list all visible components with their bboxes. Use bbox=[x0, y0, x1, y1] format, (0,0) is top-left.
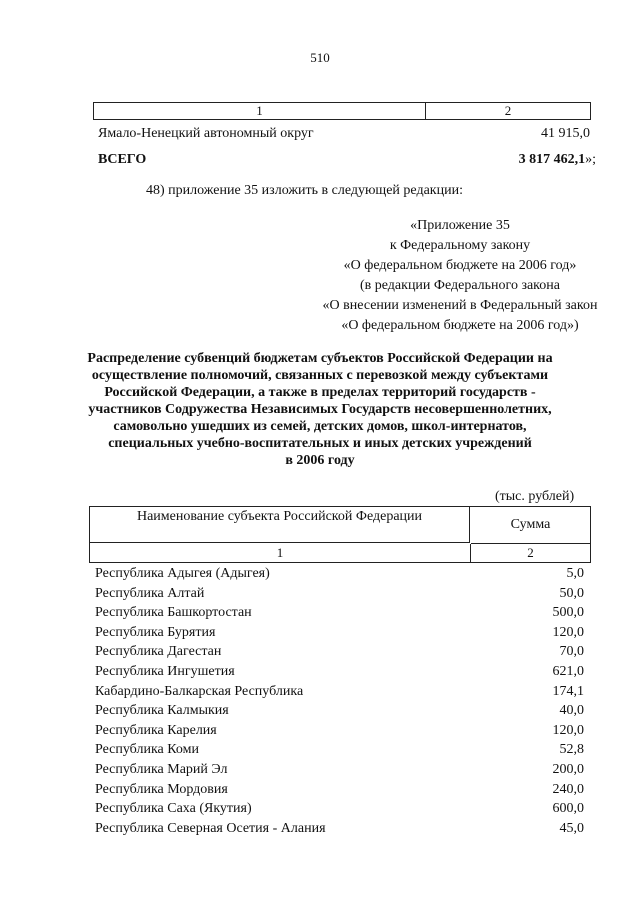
document-title bbox=[80, 350, 560, 469]
previous-table-row bbox=[98, 124, 596, 144]
region-name: Республика Алтай bbox=[95, 585, 205, 601]
table-row bbox=[95, 701, 584, 721]
amendment-instruction: 48) приложение 35 изложить в следующей редакции: bbox=[146, 183, 463, 198]
table-body bbox=[95, 564, 584, 838]
total-amount: 3 817 462,1 bbox=[518, 152, 586, 167]
region-name: Республика Калмыкия bbox=[95, 703, 229, 719]
table-row bbox=[95, 799, 584, 819]
table-row bbox=[95, 662, 584, 682]
region-amount: 70,0 bbox=[559, 644, 584, 660]
table-row bbox=[95, 819, 584, 839]
table-row bbox=[95, 564, 584, 584]
table-row bbox=[95, 740, 584, 760]
total-amount-wrap bbox=[519, 150, 596, 170]
appendix-heading bbox=[300, 216, 620, 336]
total-row bbox=[98, 150, 596, 170]
table-row bbox=[95, 584, 584, 604]
region-name: Республика Мордовия bbox=[95, 781, 228, 797]
region-name: Кабардино-Балкарская Республика bbox=[95, 683, 304, 699]
table-header bbox=[89, 506, 591, 563]
table-row bbox=[95, 623, 584, 643]
page-number: 510 bbox=[310, 50, 330, 65]
column-number-1: 1 bbox=[94, 103, 426, 119]
region-name: Республика Башкортостан bbox=[95, 605, 252, 621]
region-name: Республика Северная Осетия - Алания bbox=[95, 820, 326, 836]
closing-quote: »; bbox=[585, 152, 596, 167]
region-amount: 174,1 bbox=[552, 683, 584, 699]
column-number-2: 2 bbox=[504, 103, 512, 118]
continuation-table-header bbox=[93, 102, 591, 120]
title-line: в 2006 году bbox=[285, 453, 355, 468]
region-amount: 40,0 bbox=[559, 703, 584, 719]
region-amount: 500,0 bbox=[552, 605, 584, 621]
title-line: участников Содружества Независимых Государств несовершеннолетних, bbox=[88, 402, 552, 417]
header-sum: Сумма bbox=[471, 507, 590, 544]
table-row bbox=[95, 760, 584, 780]
region-name: Республика Марий Эл bbox=[95, 761, 228, 777]
region-name: Республика Саха (Якутия) bbox=[95, 801, 252, 817]
title-line: осуществление полномочий, связанных с перевозкой между субъектами bbox=[91, 368, 549, 383]
title-line: Распределение субвенций бюджетам субъектов Российской Федерации на bbox=[87, 351, 553, 366]
region-amount: 240,0 bbox=[552, 781, 584, 797]
region-name: Республика Адыгея (Адыгея) bbox=[95, 566, 270, 581]
region-amount: 600,0 bbox=[552, 801, 584, 817]
region-name: Республика Карелия bbox=[95, 722, 217, 738]
region-amount: 200,0 bbox=[552, 761, 584, 777]
region-name: Ямало-Ненецкий автономный округ bbox=[98, 126, 314, 141]
region-amount: 41 915,0 bbox=[541, 126, 590, 141]
region-name: Республика Коми bbox=[95, 742, 199, 758]
appendix-line: к Федеральному закону bbox=[389, 238, 531, 253]
table-row bbox=[95, 721, 584, 741]
table-row bbox=[95, 642, 584, 662]
region-amount: 621,0 bbox=[552, 663, 584, 679]
region-amount: 50,0 bbox=[559, 585, 584, 601]
region-amount: 45,0 bbox=[559, 820, 584, 836]
region-amount: 5,0 bbox=[566, 566, 584, 581]
region-name: Республика Бурятия bbox=[95, 624, 216, 640]
region-name: Республика Дагестан bbox=[95, 644, 222, 660]
appendix-line: «О федеральном бюджете на 2006 год» bbox=[343, 258, 577, 273]
table-row bbox=[95, 682, 584, 702]
region-amount: 120,0 bbox=[552, 624, 584, 640]
appendix-line: «О федеральном бюджете на 2006 год») bbox=[341, 318, 579, 333]
title-line: самовольно ушедших из семей, детских домов, школ-интернатов, bbox=[113, 419, 527, 434]
title-line: специальных учебно-воспитательных и иных детских учреждений bbox=[108, 436, 532, 451]
appendix-line: «О внесении изменений в Федеральный закон bbox=[322, 298, 598, 313]
region-amount: 52,8 bbox=[559, 742, 584, 758]
total-label: ВСЕГО bbox=[98, 152, 147, 167]
appendix-line: (в редакции Федерального закона bbox=[360, 278, 560, 293]
table-row bbox=[95, 603, 584, 623]
column-number-1: 1 bbox=[90, 544, 471, 562]
table-row bbox=[95, 780, 584, 800]
units-label: (тыс. рублей) bbox=[495, 489, 575, 504]
region-name: Республика Ингушетия bbox=[95, 663, 235, 679]
title-line: Российской Федерации, а также в пределах территорий государств - bbox=[104, 385, 536, 400]
column-number-2: 2 bbox=[527, 545, 534, 560]
header-region-name: Наименование субъекта Российской Федерации bbox=[90, 507, 470, 543]
appendix-line: «Приложение 35 bbox=[410, 218, 510, 233]
region-amount: 120,0 bbox=[552, 722, 584, 738]
